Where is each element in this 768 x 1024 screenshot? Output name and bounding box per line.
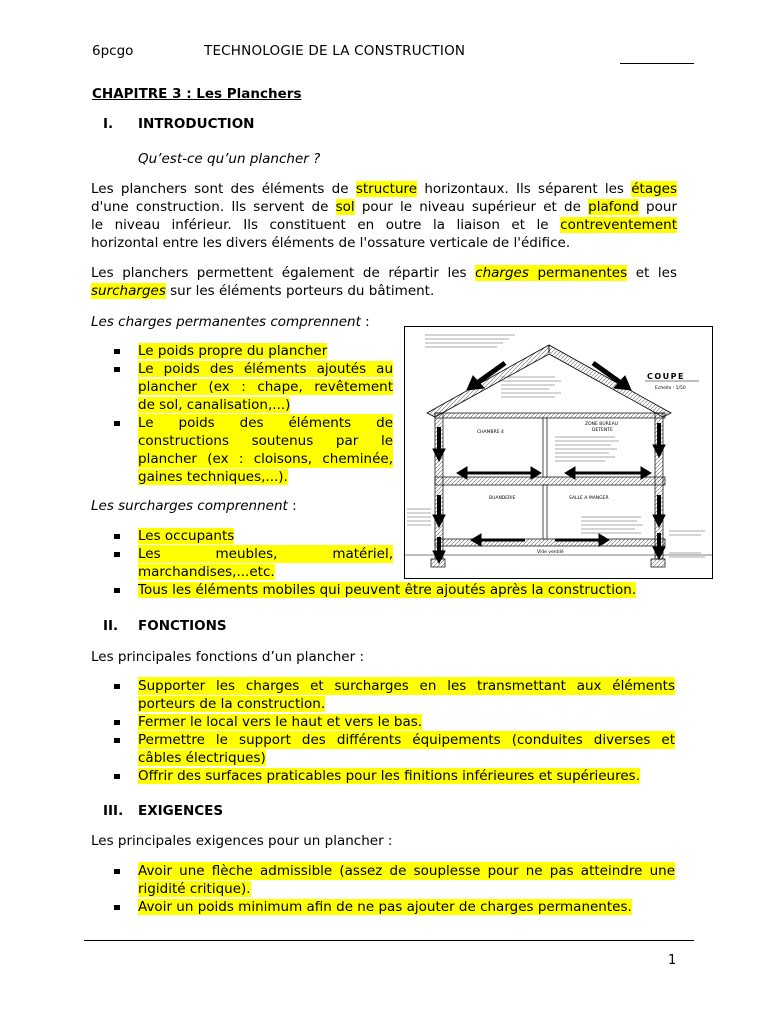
- section-2-number: II.: [103, 618, 119, 634]
- bullet-icon: [114, 367, 120, 372]
- roof-annotations: [425, 335, 561, 397]
- document-code: 6pcgo: [92, 43, 134, 59]
- list-item: Tous les éléments mobiles qui peuvent être ajoutés après la construction.: [111, 581, 671, 599]
- bullet-icon: [114, 349, 120, 354]
- intro-question: Qu’est-ce qu’un plancher ?: [138, 151, 321, 167]
- bullet-icon: [114, 738, 120, 743]
- paragraph-line: surcharges sur les éléments porteurs du bâtiment.: [91, 283, 435, 299]
- exigences-intro: Les principales exigences pour un plancher :: [91, 833, 393, 849]
- bullet-icon: [114, 552, 120, 557]
- list-item: Permettre le support des différents équipements (conduites diverses et câbles électriques): [111, 731, 675, 767]
- highlight: sol: [335, 199, 355, 215]
- section-1-title: INTRODUCTION: [138, 116, 255, 132]
- surcharges-list: [111, 527, 393, 581]
- figure-title: COUPE: [647, 372, 685, 381]
- list-item: Supporter les charges et surcharges en les transmettant aux éléments porteurs de la construction.: [111, 677, 675, 713]
- highlight: surcharges: [91, 283, 166, 299]
- room-label: Vide ventilé: [537, 550, 564, 555]
- paragraph-line: Les planchers permettent également de répartir les charges permanentes et les: [91, 265, 677, 281]
- paragraph-line: Les planchers sont des éléments de structure horizontaux. Ils séparent les étages: [91, 181, 678, 197]
- list-item: Les meubles, matériel, marchandises,...etc.: [111, 545, 393, 581]
- chapter-title: CHAPITRE 3 : Les Planchers: [92, 86, 302, 102]
- paragraph-charges: [91, 264, 677, 300]
- list-item: Le poids propre du plancher: [111, 342, 393, 360]
- list-item: Le poids des éléments de constructions soutenus par le plancher (ex : cloisons, cheminée, gaines techniques,...).: [111, 414, 393, 486]
- section-2-title: FONCTIONS: [138, 618, 227, 634]
- surcharges-list-continued: [111, 581, 671, 599]
- bullet-icon: [114, 684, 120, 689]
- highlight: permanentes: [537, 265, 628, 281]
- list-item: Les occupants: [111, 527, 393, 545]
- room-label: SALLE A MANGER: [569, 496, 609, 501]
- structure: [405, 413, 712, 567]
- paragraph-line: d'une construction. Ils servent de sol pour le niveau supérieur et de plafond pour: [91, 199, 677, 215]
- header-rule: [620, 63, 694, 64]
- footer-rule: [84, 940, 694, 941]
- list-item: Le poids des éléments ajoutés au plancher (ex : chape, revêtement de sol, canalisation,...): [111, 360, 393, 414]
- bullet-icon: [114, 905, 120, 910]
- highlight: plafond: [588, 199, 639, 215]
- list-item: Offrir des surfaces praticables pour les finitions inférieures et supérieures.: [111, 767, 675, 785]
- bullet-icon: [114, 588, 120, 593]
- permanent-charges-intro: Les charges permanentes comprennent :: [91, 314, 370, 330]
- highlight: étages: [631, 181, 678, 197]
- exigences-list: [111, 862, 675, 916]
- list-item: Fermer le local vers le haut et vers le bas.: [111, 713, 675, 731]
- page-number: 1: [668, 953, 677, 968]
- room-label: DETENTE: [592, 428, 613, 433]
- fonctions-list: [111, 677, 675, 785]
- building-section-figure: [404, 326, 713, 579]
- bullet-icon: [114, 421, 120, 426]
- room-label: CHAMBRE 4: [477, 430, 504, 435]
- highlight: charges: [475, 265, 529, 281]
- paragraph-definition: [91, 180, 677, 252]
- figure-scale: Echelle : 1/50: [655, 386, 686, 391]
- bullet-icon: [114, 869, 120, 874]
- list-item: Avoir un poids minimum afin de ne pas ajouter de charges permanentes.: [111, 898, 675, 916]
- paragraph-line: le niveau inférieur. Ils constituent en outre la liaison et le contreventement: [91, 217, 677, 233]
- section-1-number: I.: [103, 116, 114, 132]
- section-3-number: III.: [103, 803, 124, 819]
- permanent-charges-list: [111, 342, 393, 486]
- section-3-title: EXIGENCES: [138, 803, 224, 819]
- bullet-icon: [114, 774, 120, 779]
- highlight: structure: [355, 181, 418, 197]
- bullet-icon: [114, 720, 120, 725]
- list-item: Avoir une flèche admissible (assez de souplesse pour ne pas atteindre une rigidité critique).: [111, 862, 675, 898]
- room-label: ZONE BUREAU: [585, 422, 618, 427]
- paragraph-line: horizontal entre les divers éléments de l'ossature verticale de l'édifice.: [91, 235, 571, 251]
- fonctions-intro: Les principales fonctions d’un plancher :: [91, 649, 364, 665]
- document-subject: TECHNOLOGIE DE LA CONSTRUCTION: [204, 43, 466, 59]
- section-drawing: [405, 327, 712, 578]
- highlight: contreventement: [560, 217, 677, 233]
- bullet-icon: [114, 534, 120, 539]
- surcharges-intro: Les surcharges comprennent :: [91, 498, 297, 514]
- room-label: BUANDERIE: [489, 496, 516, 501]
